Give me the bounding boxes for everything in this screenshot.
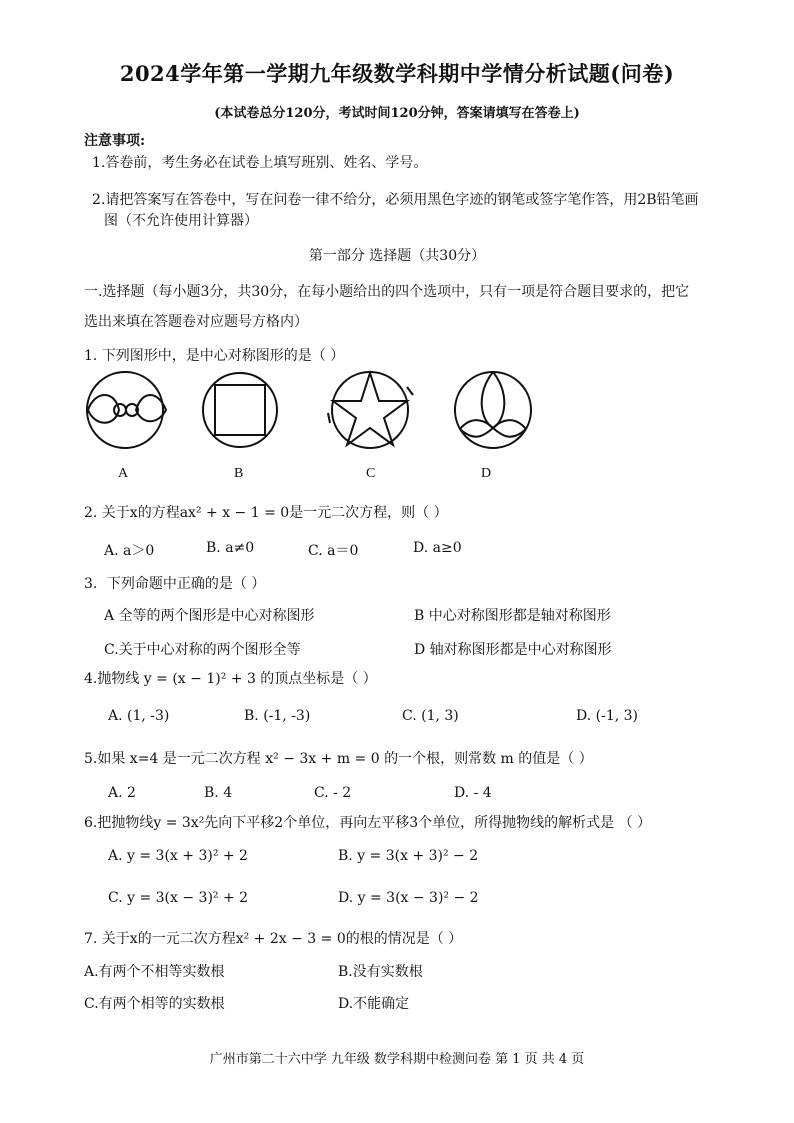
q6-stem: 6.把抛物线y = 3x²先向下平移2个单位，再向左平移3个单位，所得抛物线的解析式是 （ ） [84, 815, 652, 831]
q3-stem: 3．下列命题中正确的是（ ） [84, 576, 266, 592]
q4-option-b: B. (-1, -3) [244, 708, 311, 724]
notes-heading: 注意事项: [84, 133, 146, 149]
figure-label-c: C [366, 466, 376, 481]
q1-stem: 1. 下列图形中，是中心对称图形的是（ ） [84, 348, 345, 364]
notes-item-2-line2: 图（不允许使用计算器） [104, 213, 258, 229]
q7-option-b: B.没有实数根 [338, 964, 423, 980]
q6-option-d: D. y = 3(x − 3)² − 2 [338, 890, 479, 906]
q2-option-c: C. a＝0 [308, 543, 359, 559]
figure-c-circle-star [328, 372, 413, 448]
figure-a-circle-leaves [87, 372, 166, 448]
figure-d-circle-arcs [455, 372, 531, 448]
figure-b-circle-square [203, 373, 277, 447]
q3-option-b: B 中心对称图形都是轴对称图形 [414, 608, 611, 624]
q7-option-d: D.不能确定 [338, 996, 410, 1012]
q5-stem: 5.如果 x=4 是一元二次方程 x² − 3x + m = 0 的一个根，则常数 m 的值是（ ） [84, 751, 593, 767]
q6-option-a: A. y = 3(x + 3)² + 2 [108, 848, 248, 864]
notes-item-1: 1.答卷前，考生务必在试卷上填写班别、姓名、学号。 [92, 155, 428, 171]
q4-stem: 4.抛物线 y = (x − 1)² + 3 的顶点坐标是（ ） [84, 671, 377, 687]
figure-label-b: B [234, 466, 244, 481]
q6-option-b: B. y = 3(x + 3)² − 2 [338, 848, 479, 864]
q4-option-c: C. (1, 3) [402, 708, 459, 724]
page-title: 2024学年第一学期九年级数学科期中学情分析试题(问卷) [119, 61, 675, 86]
part1-intro-line2: 选出来填在答题卷对应题号方格内） [84, 314, 308, 330]
page-footer: 广州市第二十六中学 九年级 数学科期中检测问卷 第 1 页 共 4 页 [209, 1052, 585, 1067]
q4-option-d: D. (-1, 3) [576, 708, 638, 724]
q2-option-b: B. a≠0 [206, 540, 255, 556]
q1-figures [80, 365, 560, 470]
q6-option-c: C. y = 3(x − 3)² + 2 [108, 890, 249, 906]
page-subtitle: (本试卷总分120分，考试时间120分钟，答案请填写在答卷上) [214, 106, 580, 121]
q5-option-c: C. - 2 [314, 785, 352, 801]
q5-option-d: D. - 4 [454, 785, 492, 801]
q5-option-b: B. 4 [204, 785, 233, 801]
q2-option-a: A. a＞0 [104, 543, 155, 559]
q2-stem: 2. 关于x的方程ax² + x − 1 = 0是一元二次方程，则（ ） [84, 505, 448, 521]
notes-item-2-line1: 2.请把答案写在答卷中，写在问卷一律不给分，必须用黑色字迹的钢笔或签字笔作答，用2B铅笔画 [92, 192, 699, 208]
q3-option-d: D 轴对称图形都是中心对称图形 [414, 642, 612, 658]
q4-option-a: A. (1, -3) [108, 708, 170, 724]
figure-label-d: D [481, 466, 492, 481]
q2-option-d: D. a≥0 [413, 540, 462, 556]
part1-intro-line1: 一.选择题（每小题3分，共30分，在每小题给出的四个选项中，只有一项是符合题目要求的，把它 [84, 284, 690, 300]
part1-heading: 第一部分 选择题（共30分） [308, 248, 486, 264]
q3-option-a: A 全等的两个图形是中心对称图形 [104, 608, 315, 624]
q5-option-a: A. 2 [108, 785, 136, 801]
q3-option-c: C.关于中心对称的两个图形全等 [104, 642, 301, 658]
q7-option-c: C.有两个相等的实数根 [84, 996, 225, 1012]
q7-stem: 7. 关于x的一元二次方程x² + 2x − 3 = 0的根的情况是（ ） [84, 931, 463, 947]
figure-label-a: A [118, 466, 129, 481]
q7-option-a: A.有两个不相等实数根 [84, 964, 225, 980]
